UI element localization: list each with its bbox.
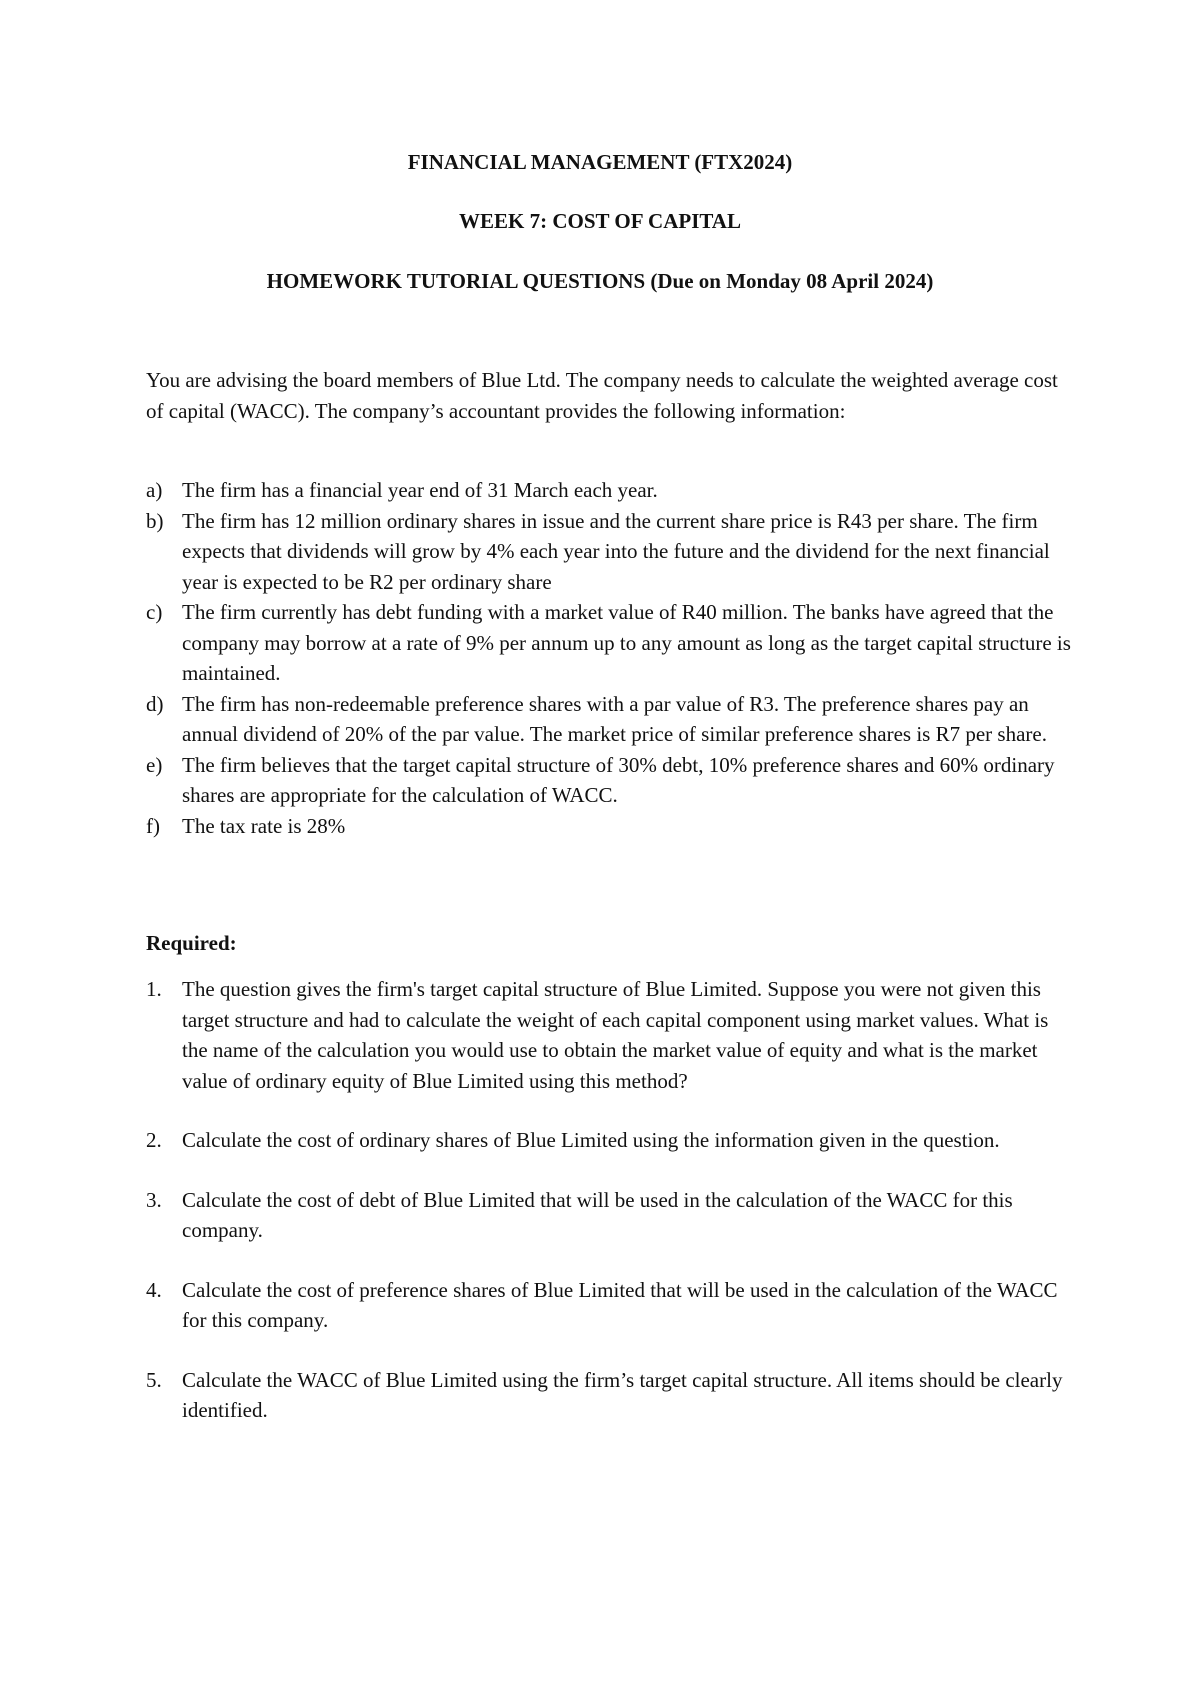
list-item	[146, 597, 1076, 689]
list-marker: e)	[146, 752, 163, 777]
list-marker: a)	[146, 478, 163, 502]
list-item	[146, 811, 1076, 842]
list-item	[146, 689, 1076, 750]
list-item	[146, 475, 1076, 506]
list-item-text: The firm has non-redeemable preference shares with a par value of R3. The preference shares pay an annual dividend of 20% of the par value. The market price of similar preference shares is R7 per share.	[182, 691, 1047, 746]
questions-list	[146, 974, 1076, 1455]
question-item	[146, 1125, 1076, 1156]
required-heading: Required:	[146, 931, 237, 955]
question-number: 3.	[146, 1187, 162, 1212]
question-text: Calculate the cost of debt of Blue Limited that will be used in the calculation of the WACC for this company.	[182, 1187, 1013, 1242]
list-item-text: The tax rate is 28%	[182, 813, 346, 838]
list-item-text: The firm believes that the target capital structure of 30% debt, 10% preference shares and 60% ordinary shares are appropriate for the calculation of WACC.	[182, 752, 1055, 807]
list-item-text: The firm has a financial year end of 31 March each year.	[182, 478, 658, 502]
list-item	[146, 506, 1076, 598]
question-number: 1.	[146, 977, 162, 1001]
list-marker: f)	[146, 813, 160, 838]
week-title: WEEK 7: COST OF CAPITAL	[459, 209, 741, 233]
question-text: Calculate the WACC of Blue Limited using the firm’s target capital structure. All items should be clearly identified.	[182, 1367, 1063, 1422]
question-item	[146, 1185, 1076, 1246]
question-number: 5.	[146, 1367, 162, 1392]
intro-paragraph: You are advising the board members of Blue Ltd. The company needs to calculate the weighted average cost of capital (WACC). The company’s accountant provides the following information:	[146, 368, 1058, 423]
question-text: Calculate the cost of preference shares of Blue Limited that will be used in the calculation of the WACC for this company.	[182, 1277, 1058, 1332]
course-title: FINANCIAL MANAGEMENT (FTX2024)	[407, 150, 793, 174]
question-number: 4.	[146, 1277, 162, 1302]
list-marker: b)	[146, 508, 164, 533]
facts-list	[146, 475, 1076, 841]
question-number: 2.	[146, 1128, 162, 1152]
list-item-text: The firm has 12 million ordinary shares in issue and the current share price is R43 per share. The firm expects that dividends will grow by 4% each year into the future and the dividend for the next financial year is expected to be R2 per ordinary share	[182, 508, 1050, 594]
question-text: Calculate the cost of ordinary shares of Blue Limited using the information given in the question.	[182, 1128, 1000, 1152]
list-item	[146, 750, 1076, 811]
question-item	[146, 974, 1076, 1096]
list-item-text: The firm currently has debt funding with a market value of R40 million. The banks have agreed that the company may borrow at a rate of 9% per annum up to any amount as long as the target capital structure is maintained.	[182, 600, 1071, 685]
list-marker: d)	[146, 691, 164, 716]
list-marker: c)	[146, 600, 163, 624]
assignment-title: HOMEWORK TUTORIAL QUESTIONS (Due on Monday 08 April 2024)	[266, 269, 934, 293]
question-item	[146, 1365, 1076, 1426]
question-item	[146, 1275, 1076, 1336]
question-text: The question gives the firm's target capital structure of Blue Limited. Suppose you were not given this target structure and had to calculate the weight of each capital component using market values. What is the name of the calculation you would use to obtain the market value of equity and what is the market value of ordinary equity of Blue Limited using this method?	[182, 977, 1049, 1093]
